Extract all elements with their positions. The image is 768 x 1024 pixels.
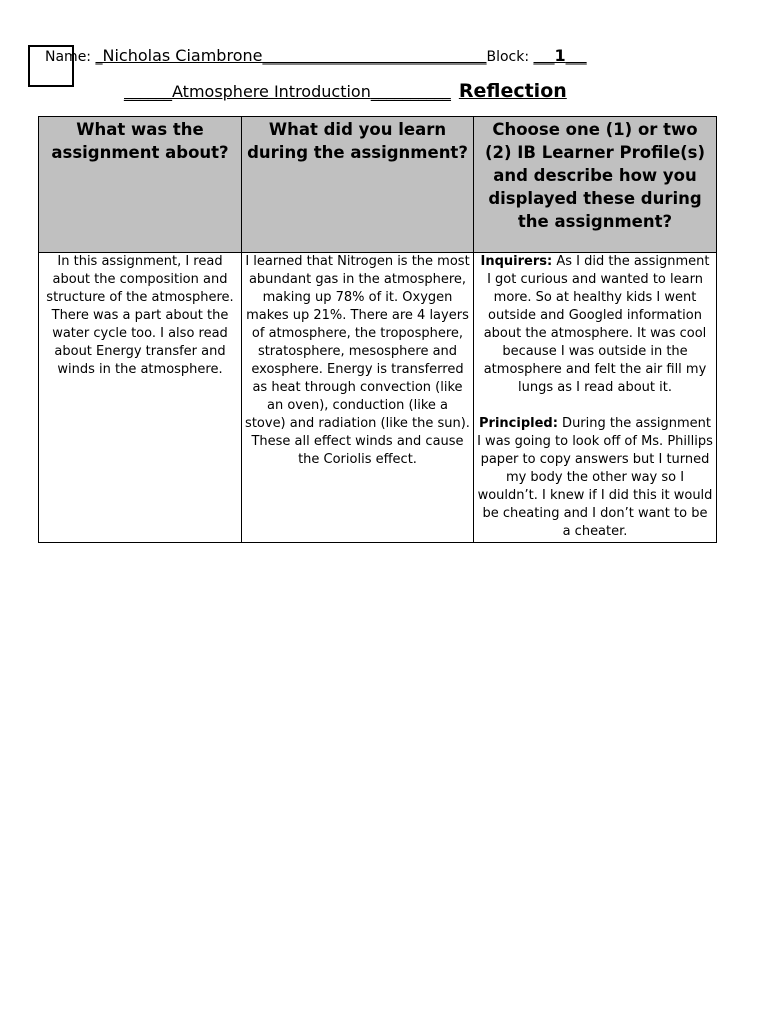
header-what-learned: What did you learn during the assignment?: [242, 117, 474, 253]
profile-inquirers-text: As I did the assignment I got curious and wanted to learn more. So at healthy kids I went outside and Googled information about the atmosphere. It was cool because I was outside in the atmosphere and felt the air fill my lungs as I read about it.: [483, 254, 710, 395]
answer-assignment-about: In this assignment, I read about the composition and structure of the atmosphere. There was a part about the water cycle too. I also read about Energy transfer and winds in the atmosphere.: [39, 253, 242, 543]
reflection-table: [38, 116, 717, 543]
paragraph-gap: [477, 397, 713, 415]
profile-principled-text: During the assignment I was going to look off of Ms. Phillips paper to copy answers but I turned my body the other way so I wouldn’t. I knew if I did this it would be cheating and I don’t want to be a cheater.: [477, 416, 713, 539]
name-block-line: [45, 46, 587, 65]
page-title: [124, 80, 567, 102]
title-suffix-underscore: __________: [370, 82, 451, 101]
name-fill-line: ________________________________: [262, 49, 487, 65]
answer-what-learned: I learned that Nitrogen is the most abundant gas in the atmosphere, making up 78% of it. Oxygen makes up 21%. There are 4 layers of atmosphere, the troposphere, stratosphere, mesosphere and exosphere. Energy is transferred as heat through convection (like an oven), conduction (like a stove) and radiation (like the sun). These all effect winds and cause the Coriolis effect.: [242, 253, 474, 543]
title-text: Atmosphere Introduction: [172, 82, 371, 101]
name-prefix-underscore: _: [95, 49, 103, 65]
student-name: Nicholas Ciambrone: [102, 46, 263, 65]
header-ib-learner-profile: Choose one (1) or two (2) IB Learner Profile(s) and describe how you displayed these during the assignment?: [474, 117, 717, 253]
block-prefix-underscore: ___: [533, 49, 555, 65]
table-header-row: [39, 117, 717, 253]
answer-ib-learner-profile: [474, 253, 717, 543]
table-row: [39, 253, 717, 543]
block-suffix-underscore: ___: [565, 49, 587, 65]
reflection-heading: Reflection: [458, 80, 567, 102]
block-label: Block:: [486, 49, 534, 65]
block-number: 1: [554, 46, 566, 65]
profile-inquirers-label: Inquirers:: [480, 254, 553, 269]
name-label: Name:: [45, 49, 96, 65]
title-prefix-underscore: ______: [124, 82, 172, 101]
header-assignment-about: What was the assignment about?: [39, 117, 242, 253]
profile-principled-label: Principled:: [479, 416, 558, 431]
